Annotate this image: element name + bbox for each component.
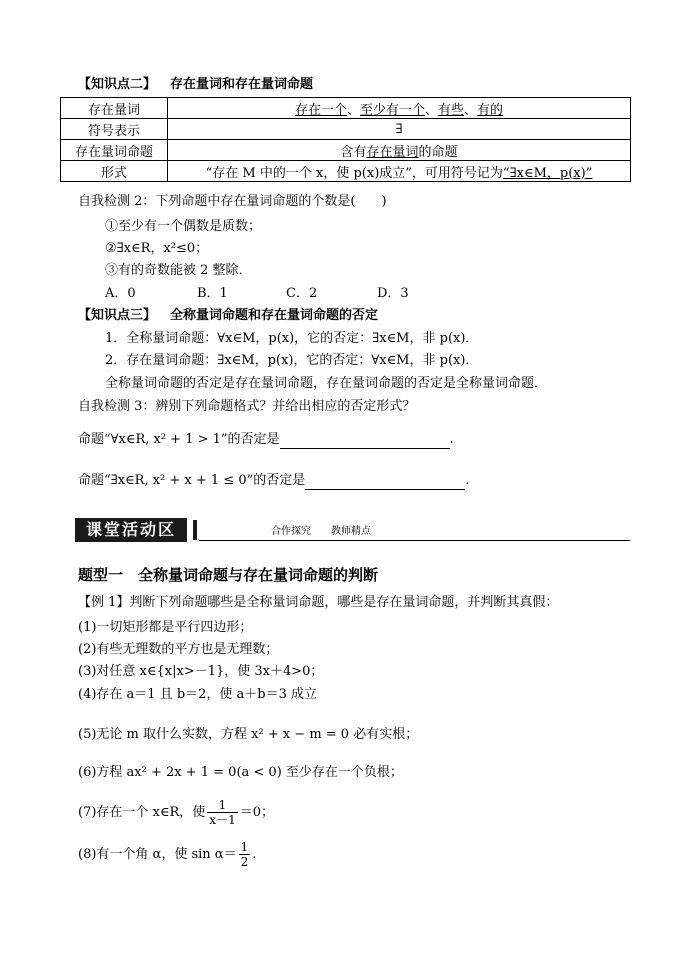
check2-option-c: C．2 — [286, 286, 318, 301]
section3-point-2: 2．存在量词命题：∃x∈M，p(x)，它的否定：∀x∈M，非 p(x)． — [105, 353, 479, 368]
answer-blank[interactable] — [280, 434, 450, 449]
example1-item-8: (8)有一个角 α，使 sin α＝ $\frac{1}{2}$ . — [78, 840, 257, 869]
type1-title: 题型一 全称量词命题与存在量词命题的判断 — [78, 566, 379, 584]
check2-item-3: ③有的奇数能被 2 整除． — [105, 263, 252, 278]
check2-item-2: ②∃x∈R，x²≤0； — [105, 241, 209, 256]
section2-heading: 【知识点二】 存在量词和存在量词命题 — [78, 77, 314, 92]
table-cell-value: 存在一个、至少有一个、有些、有的 — [168, 98, 631, 119]
banner-bar — [193, 520, 197, 540]
example1-item-7: (7)存在一个 x∈R，使 $\frac{1}{x-1}$ ＝0； — [78, 798, 274, 827]
section3-summary: 全称量词命题的否定是存在量词命题，存在量词命题的否定是全称量词命题． — [105, 376, 548, 391]
check2-option-d: D．3 — [377, 286, 409, 301]
table-cell-value: 含有存在量词的命题 — [168, 140, 631, 161]
check2-option-b: B．1 — [197, 286, 228, 301]
example1-item-2: (2)有些无理数的平方也是无理数； — [78, 642, 279, 657]
table-cell-label: 形式 — [61, 161, 168, 182]
example1-item-1: (1)一切矩形都是平行四边形； — [78, 620, 253, 635]
example1-intro: 【例 1】判断下列命题哪些是全称量词命题，哪些是存在量词命题，并判断其真假： — [78, 595, 559, 610]
banner-subtitle: 合作探究 教师精点 — [271, 526, 371, 537]
check2-option-a: A．0 — [105, 286, 136, 301]
table-cell-label: 存在量词 — [61, 98, 168, 119]
section3-heading: 【知识点三】 全称量词命题和存在量词命题的否定 — [78, 308, 379, 323]
check2-question: 自我检测 2：下列命题中存在量词命题的个数是( ) — [78, 194, 387, 209]
banner-title: 课堂活动区 — [75, 518, 187, 542]
answer-blank[interactable] — [305, 475, 465, 490]
knowledge-table — [60, 97, 631, 182]
example1-item-6: (6)方程 ax² + 2x + 1 = 0(a < 0) 至少存在一个负根； — [78, 765, 403, 780]
table-row — [61, 161, 631, 182]
table-cell-value: “存在 M 中的一个 x，使 p(x)成立”，可用符号记为“∃x∈M，p(x)” — [168, 161, 631, 182]
table-cell-label: 存在量词命题 — [61, 140, 168, 161]
table-row — [61, 119, 631, 140]
check3-question: 自我检测 3：辨别下列命题格式？并给出相应的否定形式？ — [78, 399, 416, 414]
example1-item-3: (3)对任意 x∈{x|x>－1}，使 3x＋4>0； — [78, 664, 324, 679]
example1-item-4: (4)存在 a＝1 且 b＝2，使 a＋b＝3 成立 — [78, 687, 318, 702]
check3-line-1: 命题“∀x∈R, x² + 1 > 1”的否定是 . — [78, 432, 454, 447]
table-row — [61, 98, 631, 119]
classroom-activity-banner — [75, 518, 630, 542]
banner-rule — [199, 540, 630, 541]
table-cell-label: 符号表示 — [61, 119, 168, 140]
example1-item-5: (5)无论 m 取什么实数，方程 x² + x − m = 0 必有实根； — [78, 727, 419, 742]
fraction: $\frac{1}{x-1}$ — [209, 798, 236, 827]
check2-item-1: ①至少有一个偶数是质数； — [105, 219, 262, 234]
fraction: $\frac{1}{2}$ — [240, 840, 249, 869]
check3-line-2: 命题“∃x∈R, x² + x + 1 ≤ 0”的否定是 . — [78, 473, 470, 488]
section3-point-1: 1．全称量词命题：∀x∈M，p(x)，它的否定：∃x∈M，非 p(x)． — [105, 331, 479, 346]
table-row — [61, 140, 631, 161]
table-cell-value: ∃ — [168, 119, 631, 140]
